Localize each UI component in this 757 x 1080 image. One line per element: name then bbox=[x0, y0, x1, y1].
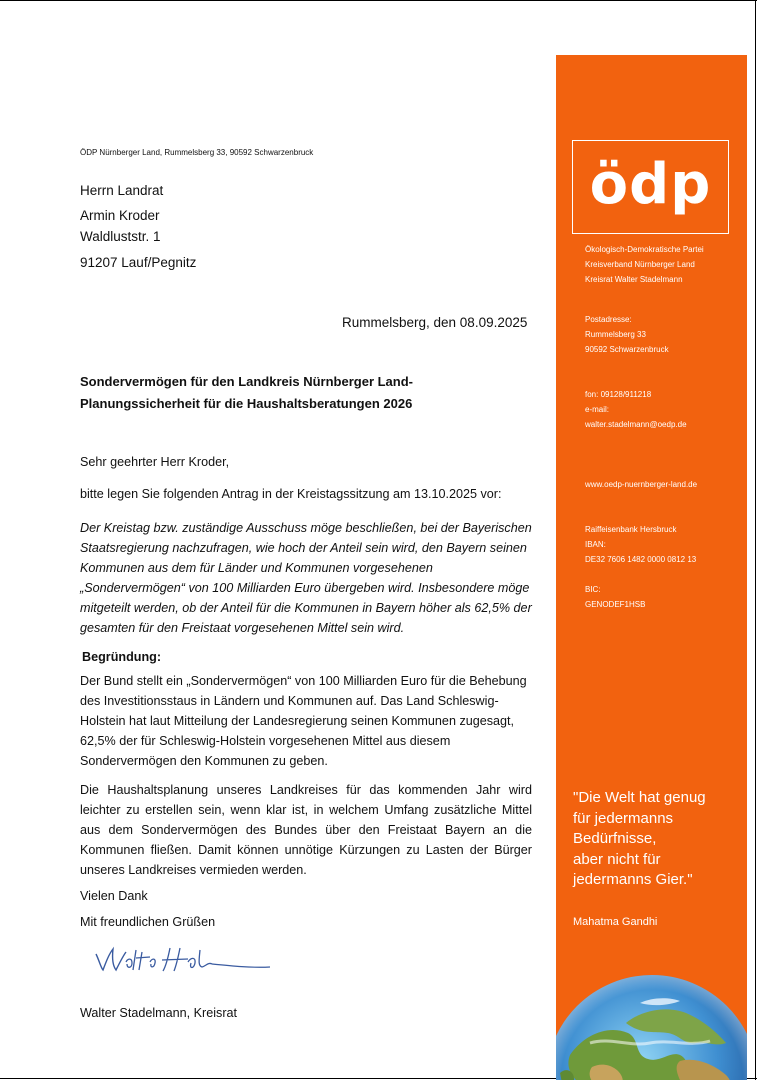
bank-name: Raiffeisenbank Hersbruck bbox=[585, 525, 677, 534]
sender-line: ÖDP Nürnberger Land, Rummelsberg 33, 90592 Schwarzenbruck bbox=[80, 148, 314, 157]
salutation: Sehr geehrter Herr Kroder, bbox=[80, 455, 230, 469]
bic-label: BIC: bbox=[585, 585, 601, 594]
org-line-3: Kreisrat Walter Stadelmann bbox=[585, 275, 683, 284]
recipient-line-2: Armin Kroder bbox=[80, 208, 160, 223]
website-link[interactable]: www.oedp-nuernberger-land.de bbox=[585, 480, 698, 489]
recipient-line-1: Herrn Landrat bbox=[80, 183, 164, 198]
logo-text: ödp bbox=[589, 152, 712, 217]
letter-date: Rummelsberg, den 08.09.2025 bbox=[342, 315, 528, 330]
intro-paragraph: bitte legen Sie folgenden Antrag in der Kreistagssitzung am 13.10.2025 vor: bbox=[80, 487, 502, 501]
iban-value: DE32 7606 1482 0000 0812 13 bbox=[585, 555, 697, 564]
party-logo bbox=[572, 140, 729, 234]
gandhi-quote bbox=[573, 788, 706, 891]
subject-line-2: Planungssicherheit für die Haushaltsberatungen 2026 bbox=[80, 396, 413, 411]
quote-line-3: Bedürfnisse, bbox=[573, 830, 657, 847]
postal-street: Rummelsberg 33 bbox=[585, 330, 646, 339]
iban-label: IBAN: bbox=[585, 540, 606, 549]
globe-image bbox=[556, 963, 747, 1080]
reason-paragraph-1: Der Bund stellt ein „Sondervermögen“ von 100 Milliarden Euro für die Behebung des Investitionsstaus in Ländern und Kommunen auf. Das Land Schleswig-Holstein hat laut Mitteilung der Landesregierung seinen Kommunen zugesagt, 62,5% der für Schleswig-Holstein vorgesehenen Mittel aus diesem Sondervermögen den Kommunen zu geben. bbox=[80, 674, 527, 768]
reason-heading: Begründung: bbox=[82, 650, 162, 664]
closing-line: Mit freundlichen Grüßen bbox=[80, 915, 216, 929]
org-line-1: Ökologisch-Demokratische Partei bbox=[585, 245, 704, 254]
quote-line-1: "Die Welt hat genug bbox=[573, 789, 706, 806]
recipient-line-4: 91207 Lauf/Pegnitz bbox=[80, 255, 197, 270]
page-border-right bbox=[755, 0, 756, 1080]
page-border-top bbox=[0, 0, 757, 1]
signature-name: Walter Stadelmann, Kreisrat bbox=[80, 1006, 238, 1020]
org-line-2: Kreisverband Nürnberger Land bbox=[585, 260, 695, 269]
quote-author: Mahatma Gandhi bbox=[573, 916, 658, 928]
quote-line-4: aber nicht für bbox=[573, 850, 661, 868]
quote-line-5: jedermanns Gier." bbox=[573, 871, 693, 888]
email-link[interactable]: walter.stadelmann@oedp.de bbox=[585, 420, 687, 429]
bic-value: GENODEF1HSB bbox=[585, 600, 646, 609]
subject-line-1: Sondervermögen für den Landkreis Nürnberger Land- bbox=[80, 374, 413, 389]
recipient-line-3: Waldluststr. 1 bbox=[80, 229, 161, 244]
email-label: e-mail: bbox=[585, 405, 610, 414]
quote-line-2: für jedermanns bbox=[573, 809, 674, 827]
sidebar-panel bbox=[556, 55, 747, 1080]
postal-city: 90592 Schwarzenbruck bbox=[585, 345, 669, 354]
handwritten-signature bbox=[92, 940, 274, 980]
subject bbox=[80, 371, 540, 415]
postal-label: Postadresse: bbox=[585, 315, 632, 324]
thanks-line: Vielen Dank bbox=[80, 889, 148, 903]
phone: fon: 09128/911218 bbox=[585, 390, 652, 399]
reason-paragraph-2: Die Haushaltsplanung unseres Landkreises für das kommenden Jahr wird leichter zu erstellen sein, wenn klar ist, in welchem Umfang zusätzliche Mittel aus dem Sondervermögen des Bundes über den Freistaat Bayern an die Kommunen fließen. Damit können unnötige Kürzungen zu Lasten der Bürger unseres Landkreises vermieden werden. bbox=[80, 783, 532, 877]
motion-paragraph: Der Kreistag bzw. zuständige Ausschuss möge beschließen, bei der Bayerischen Staatsregierung nachzufragen, wie hoch der Anteil sein wird, den Bayern seinen Kommunen aus dem für Länder und Kommunen vorgesehenen „Sondervermögen“ von 100 Milliarden Euro übergeben wird. Insbesondere möge mitgeteilt werden, ob der Anteil für die Kommunen in Bayern höher als 62,5% der gesamten für den Freistaat vorgesehenen Mittel sein wird. bbox=[80, 521, 532, 635]
